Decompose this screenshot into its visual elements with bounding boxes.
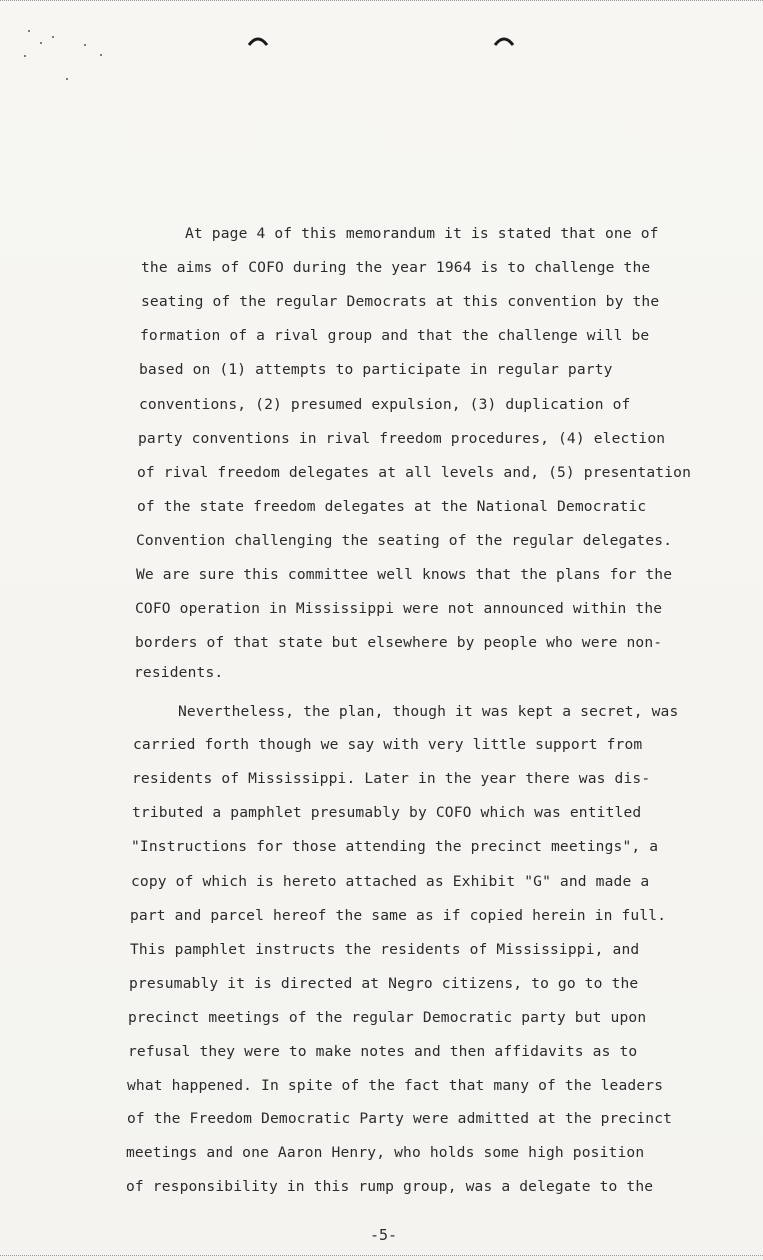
text-line: based on (1) attempts to participate in regular party <box>139 361 613 378</box>
scan-speck <box>24 55 26 57</box>
text-line: of rival freedom delegates at all levels and, (5) presentation <box>137 464 692 481</box>
text-line: precinct meetings of the regular Democratic party but upon <box>128 1009 647 1026</box>
scan-speck <box>52 36 54 38</box>
text-line: Nevertheless, the plan, though it was kept a secret, was <box>178 703 679 720</box>
text-line: of the state freedom delegates at the National Democratic <box>137 498 647 515</box>
text-line: tributed a pamphlet presumably by COFO which was entitled <box>132 804 642 821</box>
text-line: seating of the regular Democrats at this convention by the <box>141 293 660 310</box>
punch-hole-mark-right <box>493 34 515 46</box>
text-line: part and parcel hereof the same as if copied herein in full. <box>130 907 667 924</box>
scan-speck <box>100 54 102 56</box>
text-line: copy of which is hereto attached as Exhibit "G" and made a <box>131 873 650 890</box>
text-line: what happened. In spite of the fact that many of the leaders <box>127 1077 664 1094</box>
top-edge-dots <box>0 0 763 4</box>
text-line: residents of Mississippi. Later in the year there was dis- <box>132 770 651 787</box>
text-line: This pamphlet instructs the residents of Mississippi, and <box>130 941 640 958</box>
text-line: carried forth though we say with very little support from <box>133 736 643 753</box>
scan-speck <box>66 78 68 80</box>
text-line: Convention challenging the seating of the regular delegates. <box>136 532 673 549</box>
scan-speck <box>28 30 30 32</box>
text-line: "Instructions for those attending the precinct meetings", a <box>131 838 659 855</box>
text-line: party conventions in rival freedom procedures, (4) election <box>138 430 666 447</box>
text-line: COFO operation in Mississippi were not announced within the <box>135 600 663 617</box>
scan-speck <box>40 42 42 44</box>
text-line: of responsibility in this rump group, was a delegate to the <box>126 1178 654 1195</box>
text-line: At page 4 of this memorandum it is stated that one of <box>185 225 659 242</box>
text-line: We are sure this committee well knows that the plans for the <box>136 566 673 583</box>
text-line: residents. <box>134 664 224 681</box>
text-line: of the Freedom Democratic Party were admitted at the precinct <box>127 1110 673 1127</box>
text-line: refusal they were to make notes and then affidavits as to <box>128 1043 638 1060</box>
text-line: formation of a rival group and that the challenge will be <box>140 327 650 344</box>
text-line: meetings and one Aaron Henry, who holds some high position <box>126 1144 645 1161</box>
scan-speck <box>84 44 86 46</box>
page-number: -5- <box>370 1226 398 1244</box>
bottom-edge-dots <box>0 1255 763 1259</box>
text-line: borders of that state but elsewhere by people who were non- <box>135 634 663 651</box>
text-line: conventions, (2) presumed expulsion, (3) duplication of <box>139 396 631 413</box>
punch-hole-mark-left <box>247 34 269 46</box>
text-line: presumably it is directed at Negro citizens, to go to the <box>129 975 639 992</box>
text-line: the aims of COFO during the year 1964 is to challenge the <box>141 259 651 276</box>
